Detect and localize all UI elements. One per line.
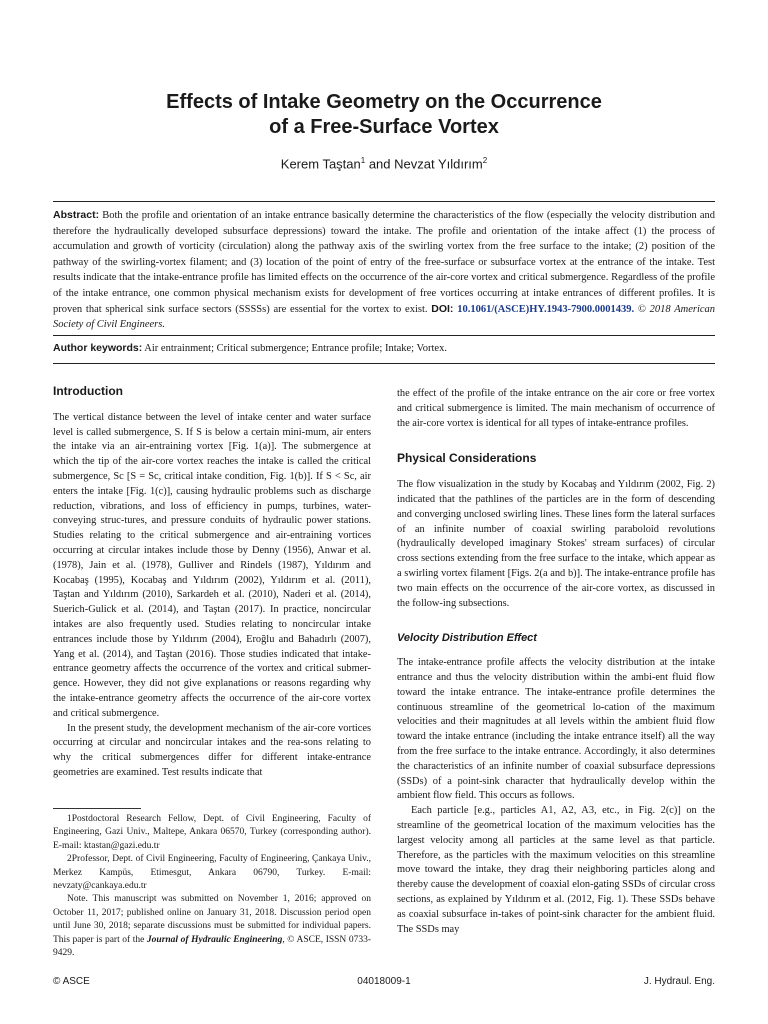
author-2: Nevzat Yıldırım <box>394 156 483 172</box>
footer-journal: J. Hydraul. Eng. <box>643 976 715 987</box>
journal-name: Journal of Hydraulic Engineering <box>146 934 283 945</box>
intro-paragraph-2: In the present study, the development mechanism of the air-core vortices occurring at circular and noncircular intakes and the rea-sons relating to why the critical submergences differ for different intake-entrance geometries are examined. Test results indicate that <box>53 722 371 778</box>
author-1-affiliation: 1 <box>360 156 366 165</box>
footer-left: © ASCE <box>53 976 90 987</box>
paper-title <box>0 90 768 140</box>
right-column <box>397 387 715 937</box>
author-2-affiliation: 2 <box>482 156 488 165</box>
manuscript-note <box>53 893 371 960</box>
title-line-1: Effects of Intake Geometry on the Occurrence <box>166 91 602 113</box>
velocity-paragraph: The intake-entrance profile affects the velocity distribution at the intake entrance and thus the velocity distribution within the ambi-ent fluid flow toward the intake entrance. The intake-entrance profile determines the continuous streamline of the geometrical lo-cation of the maximum velocities and their magnitudes at all levels within the ambient fluid flow toward the intake entrance (including the intake entrance itself) all the way from the free surface to the intake entrance. Accordingly, it also determines the characteristics of an infinite number of coaxial subsurface depressions (SSDs) of a point-sink character that hydraulically develop within the ambient flow field. This occurs as follows. <box>397 657 715 802</box>
keywords-label: Author keywords: <box>53 342 143 354</box>
doi-link[interactable]: 10.1061/(ASCE)HY.1943-7900.0001439. <box>457 303 635 315</box>
footnote-1: 1Postdoctoral Research Fellow, Dept. of Civil Engineering, Faculty of Engineering, Gazi Univ., Maltepe, Ankara 06570, Turkey (corresponding author). E-mail: ktastan@gazi.edu.tr <box>53 814 371 851</box>
abstract-bottom-rule <box>53 335 715 336</box>
keywords-bottom-rule <box>53 363 715 364</box>
physical-paragraph: The flow visualization in the study by Kocabaş and Yıldırım (2002, Fig. 2) indicated that the pathlines of the particles are in the form of descending and converging unclosed swirling lines. These lines form the lateral surfaces of an infinite number of coaxial swirling paraboloid revolutions (hydraulically developed imaginary Stokes' stream surfaces) of circular cross sections extending from the free surface to the intake, which appear as a swirling vortex filament [Figs. 2(a and b)]. The intake-entrance profile has two main effects on the occurrence of the air-core vortex, as discussed in the follow-ing subsections. <box>397 479 715 609</box>
author-1: Kerem Taştan <box>280 156 361 172</box>
intro-paragraph-1: The vertical distance between the level of intake center and water surface level is called submergence, S. If S is below a certain mini-mum, air enters the intake via an air-entraining vortex [Fig. 1(a)]. The submergence at which the tip of the air-core vortex reaches the intake is called the critical submergence, Sc [S = Sc, critical intake condition, Fig. 1(b)]. If S < Sc, air enters the intake [Fig. 1(c)], causing hydraulic problems such as discharge reduction, vibrations, and loss of efficiency in pumps, turbines, water-conveying struc-tures, and pressure conduits of hydraulic power stations. Studies relating to the critical submergence and air-entraining vortices occurring at circular intakes include those by Denny (1956), Anwar et al. (1978), Jain et al. (1978), Gulliver and Rindels (1987), Yıldırım and Kocabaş (1995), Kocabaş and Yıldırım (2002), Yıldırım et al. (2011), Taştan and Yıldırım (2010), Sarkardeh et al. (2010), Naderi et al. (2014), Suerich-Gulick et al. (2014), and Taştan (2017). In practice, noncircular intakes are also frequently used. Studies relating to noncircular intake entrances include those by Yıldırım (2004), Eroğlu and Bahadırlı (2007), Yang et al. (2014), and Taştan (2016). Those studies indicated that intake-entrance geometry affects the occurrence of the vortex and critical submer-gence. However, they did not give explanations or reasons regarding why the intake-entrance geometry affects the occurrence of the air-core vortex and critical submergence. <box>53 411 371 719</box>
author-line <box>0 156 768 171</box>
intro-continuation: the effect of the profile of the intake entrance on the air core or free vortex and critical submergence is limited. The main mechanism of occurrence of the air-core vortex is identical for all types of intake-entrance profiles. <box>397 388 715 429</box>
author-keywords <box>53 342 715 354</box>
abstract-label: Abstract: <box>53 209 100 221</box>
velocity-distribution-heading: Velocity Distribution Effect <box>397 632 537 645</box>
author-connector: and <box>365 156 395 172</box>
left-column <box>53 384 371 781</box>
abstract <box>53 208 715 333</box>
title-line-2: of a Free-Surface Vortex <box>269 116 499 138</box>
doi-label: DOI: <box>431 302 454 315</box>
footnotes <box>53 813 371 960</box>
copyright: © 2018 American Society of Civil Engineers. <box>53 303 716 331</box>
footer-page-id: 04018009-1 <box>357 976 411 987</box>
keywords-text: Air entrainment; Critical submergence; Entrance profile; Intake; Vortex. <box>142 343 447 354</box>
abstract-top-rule <box>53 201 715 202</box>
physical-considerations-heading: Physical Considerations <box>397 451 537 466</box>
footnote-2: 2Professor, Dept. of Civil Engineering, Faculty of Engineering, Çankaya Univ., Merkez Kampüs, Etimesgut, Ankara 06790, Turkey. E-mail: nevzaty@cankaya.edu.tr <box>53 854 371 892</box>
introduction-heading: Introduction <box>53 384 123 398</box>
abstract-text: Both the profile and orientation of an intake entrance basically determine the characteristics of the flow (especially the velocity distribution and therefore the hydraulically developed subsurface depressions) toward the intake. The profile and orientation of the intake affect (1) the process of accumulation and growth of vorticity (circulation) along the pathway axis of the swirling vortex from the free surface to the intake; (2) position of the pathway of the swirling-vortex filament; and (3) location of the point of entry of the free-surface or subsurface vortex at the entrance of the intake. Test results indicate that the intake-entrance profile has limited effects on the occurrence of the air-core vortex and critical submergence. Regardless of the profile of the intake entrance, one common physical mechanism exists for development of free vortices occurring at intake entrances of different profiles. It is proven that spherical sink surface sectors (SSSSs) are essential for the vortex to exist. <box>53 210 715 315</box>
manuscript-note-text: Note. This manuscript was submitted on November 1, 2016; approved on October 11, 2017; published online on January 31, 2018. Discussion period open until June 30, 2018; separate discussions must be submitted for individual papers. This paper is part of the <box>53 894 371 945</box>
particle-paragraph: Each particle [e.g., particles A1, A2, A3, etc., in Fig. 2(c)] on the streamline of the geometrical location of the maximum velocities has the largest velocity among all particles at the same level as that particle. Therefore, as the particles with the maximum velocities on this streamline move toward the intake, they drag their neighboring particles along and thereby cause the development of coaxial elon-gating SSDs of circular cross sections, as explained by Yıldırım et al. (2012, Fig. 1). These SSDs behave as coaxial subsurface in-takes of point-sink character for the ambient fluid. The SSDs may <box>397 805 715 935</box>
issn-text: , © ASCE, ISSN 0733-9429. <box>53 934 372 959</box>
footnote-rule <box>53 808 141 809</box>
